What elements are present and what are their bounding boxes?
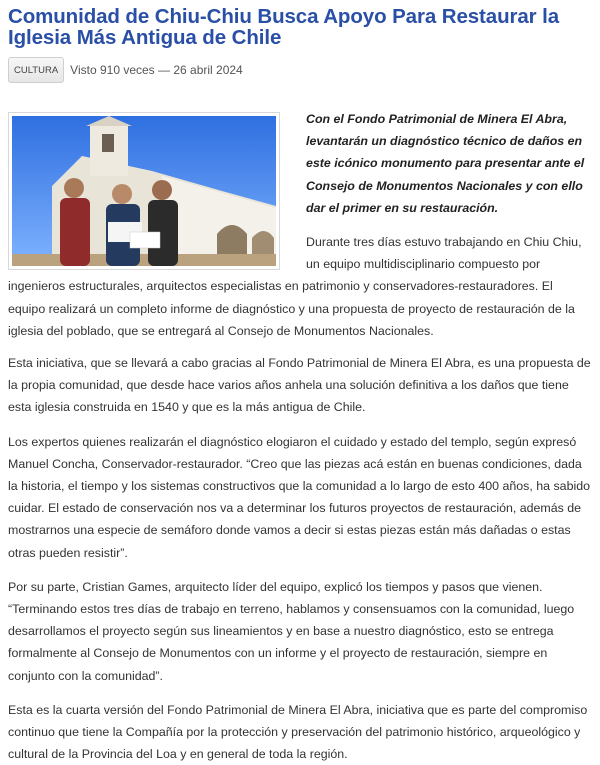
article-paragraph: Por su parte, Cristian Games, arquitecto líder del equipo, explicó los tiempos y pasos que vienen. “Terminando estos tres días de trabajo en terreno, hablamos y consensuamos con la comunidad, luego desarrollamos el proyecto según sus lineamientos y en base a nuestro diagnóstico, esto se entrega formalmente al Consejo de Monumentos con un informe y el proyecto de restauración, siempre en conjunto con la comunidad”. bbox=[8, 579, 575, 683]
article-body bbox=[8, 108, 592, 765]
article-title: Comunidad de Chiu-Chiu Busca Apoyo Para Restaurar la Iglesia Más Antigua de Chile bbox=[8, 5, 560, 49]
article-photo bbox=[8, 112, 280, 270]
church-team-photo bbox=[12, 116, 276, 266]
article-paragraph: Esta es la cuarta versión del Fondo Patrimonial de Minera El Abra, iniciativa que es parte del compromiso continuo que tiene la Compañía por la protección y preservación del patrimonio histórico, arqueológico y cultural de la Provincia del Loa y en general de toda la región. bbox=[8, 702, 588, 762]
category-badge[interactable]: CULTURA bbox=[8, 57, 64, 83]
views-and-date: Visto 910 veces — 26 abril 2024 bbox=[70, 63, 243, 77]
article-paragraph: Durante tres días estuvo trabajando en Chiu Chiu, un equipo multidisciplinario compuesto por ingenieros estructurales, arquitectos especialistas en patrimonio y conservadores-restauradores. El equipo realizará un completo informe de diagnóstico y una propuesta de proyecto de restauración de la iglesia del poblado, que se entregará al Consejo de Monumentos Nacionales. bbox=[8, 235, 582, 338]
article-lead: Con el Fondo Patrimonial de Minera El Abra, levantarán un diagnóstico técnico de daños en este icónico monumento para presentar ante el Consejo de Monumentos Nacionales y con ello dar el primer en su restauración. bbox=[306, 112, 585, 215]
article-paragraph: Esta iniciativa, que se llevará a cabo gracias al Fondo Patrimonial de Minera El Abra, es una propuesta de la propia comunidad, que desde hace varios años anhela una solución definitiva a los daños que tiene esta iglesia construida en 1540 y que es la más antigua de Chile. bbox=[8, 356, 591, 415]
article-meta bbox=[8, 56, 592, 84]
article-paragraph: Los expertos quienes realizarán el diagnóstico elogiaron el cuidado y estado del templo, según expresó Manuel Concha, Conservador-restaurador. “Creo que las piezas acá están en buenas condiciones, dada la historia, el tiempo y los sistemas constructivos que la comunidad a lo largo de esto 400 años, ha sabido cuidar. El estado de conservación nos va a determinar los futuros proyectos de restauración, además de mostrarnos una especie de semáforo donde vamos a decir si estas piezas están más dañadas o estas otras pueden resistir”. bbox=[8, 434, 590, 560]
